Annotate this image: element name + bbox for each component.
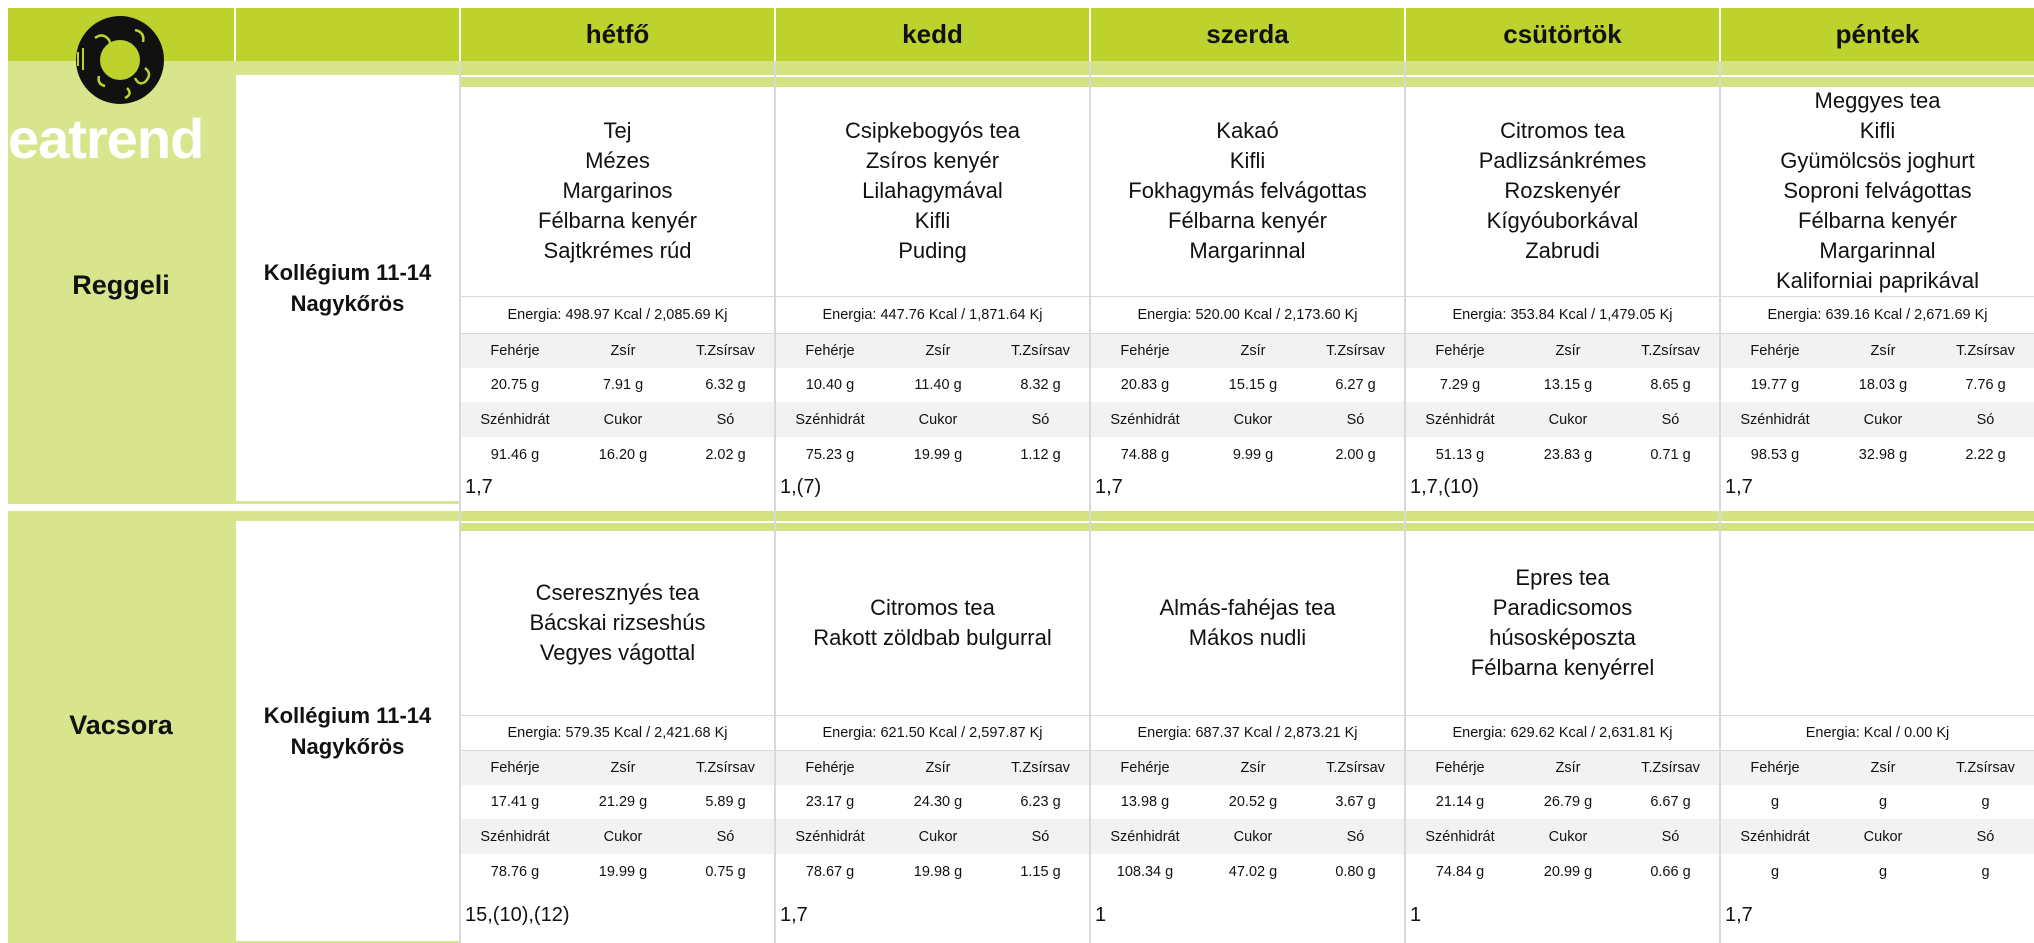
nutrient-value: 7.29 g <box>1406 368 1514 402</box>
nutrient-value: 98.53 g <box>1721 437 1829 473</box>
menu-item: Gyümölcsös joghurt <box>1780 148 1975 173</box>
menu-item: Sajtkrémes rúd <box>543 238 692 263</box>
location-name: Kollégium 11-14 <box>263 260 432 285</box>
energy-value: Energia: 447.76 Kcal / 1,871.64 Kj <box>776 296 1089 333</box>
nutrient-label: Só <box>1622 402 1719 437</box>
section-strip <box>776 77 1089 87</box>
nutrient-label: Cukor <box>884 819 992 854</box>
nutrient-label: Só <box>1307 402 1404 437</box>
row-separator <box>8 504 2034 511</box>
nutrient-label: Só <box>1937 402 2034 437</box>
menu-item: Bácskai rizseshús <box>529 609 706 635</box>
menu-item: Félbarna kenyér <box>538 208 697 233</box>
nutrient-label: T.Zsírsav <box>1937 750 2034 785</box>
menu-items-monday <box>461 531 774 714</box>
menu-item: Padlizsánkrémes <box>1478 148 1647 173</box>
menu-item: Vegyes vágottal <box>539 639 696 665</box>
energy-value: Energia: 687.37 Kcal / 2,873.21 Kj <box>1091 715 1404 750</box>
nutrient-value: 20.99 g <box>1514 854 1622 890</box>
nutrient-label: T.Zsírsav <box>992 750 1089 785</box>
logo-ring-icon <box>65 8 175 118</box>
row-divider <box>461 296 2034 297</box>
nutrient-label: Só <box>677 819 774 854</box>
nutrient-value: g <box>1721 785 1829 819</box>
day-header-thursday: csütörtök <box>1406 8 1721 61</box>
day-header-wednesday: szerda <box>1091 8 1406 61</box>
nutrient-value: 19.98 g <box>884 854 992 890</box>
nutrient-value: 10.40 g <box>776 368 884 402</box>
menu-item: Zsíros kenyér <box>865 148 1000 173</box>
menu-item: Fokhagymás felvágottas <box>1128 178 1367 203</box>
section-strip <box>1406 523 1719 531</box>
nutrient-value: 8.65 g <box>1622 368 1719 402</box>
nutrient-label: Zsír <box>569 750 677 785</box>
nutrient-value: 3.67 g <box>1307 785 1404 819</box>
menu-item: Meggyes tea <box>1814 88 1941 113</box>
nutrient-value: 20.83 g <box>1091 368 1199 402</box>
nutrient-value: 9.99 g <box>1199 437 1307 473</box>
nutrient-label: T.Zsírsav <box>677 750 774 785</box>
nutrient-label: Fehérje <box>1721 333 1829 368</box>
nutrient-value: 11.40 g <box>884 368 992 402</box>
day-header-tuesday: kedd <box>776 8 1091 61</box>
allergen-code: 1,(7) <box>776 473 1089 501</box>
nutrient-value: g <box>1937 785 2034 819</box>
menu-item: Mákos nudli <box>1188 624 1307 650</box>
nutrient-value: 6.27 g <box>1307 368 1404 402</box>
menu-item: Epres tea <box>1515 564 1610 590</box>
energy-value: Energia: 579.35 Kcal / 2,421.68 Kj <box>461 715 774 750</box>
nutrient-value: 6.23 g <box>992 785 1089 819</box>
logo-wordmark: eatrend <box>8 106 204 170</box>
section-strip <box>1091 77 1404 87</box>
nutrient-value: 6.32 g <box>677 368 774 402</box>
menu-item: Margarinos <box>562 178 673 203</box>
menu-items-monday <box>461 87 774 295</box>
nutrient-value: 6.67 g <box>1622 785 1719 819</box>
nutrient-label: T.Zsírsav <box>1622 333 1719 368</box>
nutrient-value: 0.75 g <box>677 854 774 890</box>
section-strip <box>776 523 1089 531</box>
column-divider <box>774 61 776 943</box>
energy-value: Energia: 520.00 Kcal / 2,173.60 Kj <box>1091 296 1404 333</box>
allergen-code: 1,7 <box>461 473 774 501</box>
menu-item: Csipkebogyós tea <box>845 118 1020 143</box>
nutrient-label: T.Zsírsav <box>677 333 774 368</box>
menu-item: Kaliforniai paprikával <box>1776 268 1979 293</box>
section-strip <box>776 61 1089 75</box>
nutrient-label: Só <box>992 819 1089 854</box>
section-strip <box>1721 61 2034 75</box>
nutrient-label: Zsír <box>1199 333 1307 368</box>
nutrient-label: Cukor <box>569 819 677 854</box>
menu-item: Almás-fahéjas tea <box>1159 594 1336 620</box>
column-divider <box>1719 61 1721 943</box>
nutrient-label: Zsír <box>1514 333 1622 368</box>
menu-item: Félbarna kenyér <box>1798 208 1957 233</box>
nutrient-label: Fehérje <box>1091 750 1199 785</box>
nutrient-label: Szénhidrát <box>461 402 569 437</box>
nutrient-label: T.Zsírsav <box>992 333 1089 368</box>
nutrient-label: T.Zsírsav <box>1937 333 2034 368</box>
menu-item: Rozskenyér <box>1504 178 1621 203</box>
nutrient-value: 21.29 g <box>569 785 677 819</box>
menu-item: Félbarna kenyér <box>1168 208 1327 233</box>
menu-items-thursday <box>1406 87 1719 295</box>
section-strip <box>461 523 774 531</box>
nutrient-value: 19.99 g <box>884 437 992 473</box>
nutrient-label: Fehérje <box>1406 750 1514 785</box>
energy-value: Energia: 629.62 Kcal / 2,631.81 Kj <box>1406 715 1719 750</box>
nutrient-value: g <box>1829 854 1937 890</box>
section-strip <box>1091 61 1404 75</box>
nutrient-value: 91.46 g <box>461 437 569 473</box>
location-city: Nagykőrös <box>290 734 405 759</box>
section-strip <box>461 61 774 75</box>
nutrient-label: Cukor <box>1514 819 1622 854</box>
column-divider <box>1404 61 1406 943</box>
menu-items-thursday <box>1406 531 1719 714</box>
menu-items-tuesday <box>776 531 1089 714</box>
menu-item: Lilahagymával <box>862 178 1003 203</box>
nutrient-value: 0.66 g <box>1622 854 1719 890</box>
section-strip <box>776 511 1089 521</box>
nutrient-label: T.Zsírsav <box>1622 750 1719 785</box>
day-header-monday: hétfő <box>461 8 776 61</box>
header-divider-1 <box>234 8 236 61</box>
section-strip <box>1091 511 1404 521</box>
nutrient-label: Só <box>1622 819 1719 854</box>
nutrient-label: T.Zsírsav <box>1307 750 1404 785</box>
menu-item: Félbarna kenyérrel <box>1470 654 1655 680</box>
nutrient-label: Só <box>1307 819 1404 854</box>
nutrient-label: Cukor <box>884 402 992 437</box>
nutrient-label: Szénhidrát <box>1091 402 1199 437</box>
nutrient-label: Fehérje <box>1721 750 1829 785</box>
energy-value: Energia: 353.84 Kcal / 1,479.05 Kj <box>1406 296 1719 333</box>
nutrient-label: T.Zsírsav <box>1307 333 1404 368</box>
section-strip <box>1406 77 1719 87</box>
nutrient-label: Fehérje <box>1406 333 1514 368</box>
energy-value: Energia: 498.97 Kcal / 2,085.69 Kj <box>461 296 774 333</box>
nutrient-label: Cukor <box>1199 819 1307 854</box>
nutrient-value: 0.71 g <box>1622 437 1719 473</box>
menu-item: Paradicsomos <box>1492 594 1633 620</box>
nutrient-value: 2.00 g <box>1307 437 1404 473</box>
nutrient-label: Szénhidrát <box>1406 819 1514 854</box>
nutrient-value: 23.83 g <box>1514 437 1622 473</box>
menu-item: Zabrudi <box>1525 238 1600 263</box>
nutrient-value: 17.41 g <box>461 785 569 819</box>
nutrient-value: 78.67 g <box>776 854 884 890</box>
nutrient-label: Fehérje <box>776 750 884 785</box>
energy-value: Energia: 621.50 Kcal / 2,597.87 Kj <box>776 715 1089 750</box>
nutrient-value: 51.13 g <box>1406 437 1514 473</box>
nutrient-value: 13.98 g <box>1091 785 1199 819</box>
nutrient-value: 75.23 g <box>776 437 884 473</box>
nutrient-value: 8.32 g <box>992 368 1089 402</box>
nutrient-value: 7.76 g <box>1937 368 2034 402</box>
menu-item: húsosképoszta <box>1489 624 1636 650</box>
nutrient-label: Szénhidrát <box>1091 819 1199 854</box>
nutrient-label: Fehérje <box>461 750 569 785</box>
location-name: Kollégium 11-14 <box>263 703 432 728</box>
nutrient-value: 20.75 g <box>461 368 569 402</box>
nutrient-value: 2.22 g <box>1937 437 2034 473</box>
nutrient-value: 15.15 g <box>1199 368 1307 402</box>
nutrient-label: Fehérje <box>1091 333 1199 368</box>
menu-item: Soproni felvágottas <box>1783 178 1972 203</box>
nutrient-label: Szénhidrát <box>1721 402 1829 437</box>
allergen-code: 1,7,(10) <box>1406 473 1719 501</box>
nutrient-label: Zsír <box>1829 750 1937 785</box>
nutrient-value: 5.89 g <box>677 785 774 819</box>
nutrient-value: 18.03 g <box>1829 368 1937 402</box>
nutrient-value: g <box>1721 854 1829 890</box>
menu-items-wednesday <box>1091 531 1404 714</box>
section-strip <box>1721 511 2034 521</box>
nutrient-value: 1.15 g <box>992 854 1089 890</box>
meal-label-breakfast: Reggeli <box>72 269 170 300</box>
nutrient-value: 74.84 g <box>1406 854 1514 890</box>
nutrient-label: Zsír <box>884 750 992 785</box>
nutrient-value: 47.02 g <box>1199 854 1307 890</box>
nutrient-value: 23.17 g <box>776 785 884 819</box>
nutrient-value: 7.91 g <box>569 368 677 402</box>
nutrient-label: Cukor <box>1829 819 1937 854</box>
nutrient-label: Só <box>1937 819 2034 854</box>
nutrient-label: Fehérje <box>776 333 884 368</box>
nutrient-value: 108.34 g <box>1091 854 1199 890</box>
nutrient-label: Cukor <box>1199 402 1307 437</box>
menu-items-friday <box>1721 531 2034 714</box>
menu-item: Puding <box>898 238 967 263</box>
location-breakfast <box>236 75 459 501</box>
allergen-code: 15,(10),(12) <box>461 890 774 941</box>
meal-column <box>8 61 234 943</box>
nutrient-label: Szénhidrát <box>776 819 884 854</box>
nutrient-label: Zsír <box>1829 333 1937 368</box>
menu-item: Kifli <box>1859 118 1896 143</box>
nutrient-value: 20.52 g <box>1199 785 1307 819</box>
nutrient-label: Só <box>992 402 1089 437</box>
menu-items-tuesday <box>776 87 1089 295</box>
nutrient-label: Cukor <box>1514 402 1622 437</box>
menu-item: Kifli <box>1229 148 1266 173</box>
nutrient-value: 24.30 g <box>884 785 992 819</box>
location-city: Nagykőrös <box>290 291 405 316</box>
menu-item: Tej <box>603 118 632 143</box>
menu-item: Citromos tea <box>1500 118 1625 143</box>
row-divider <box>461 715 2034 716</box>
nutrient-label: Szénhidrát <box>1721 819 1829 854</box>
nutrient-label: Zsír <box>884 333 992 368</box>
section-strip <box>1721 523 2034 531</box>
menu-item: Mézes <box>585 148 650 173</box>
logo <box>8 8 234 170</box>
day-header-friday: péntek <box>1835 19 1920 49</box>
nutrient-label: Szénhidrát <box>776 402 884 437</box>
section-strip <box>1091 523 1404 531</box>
nutrient-value: 74.88 g <box>1091 437 1199 473</box>
row-divider <box>461 750 2034 751</box>
menu-item: Margarinnal <box>1819 238 1936 263</box>
nutrient-value: 2.02 g <box>677 437 774 473</box>
location-dinner <box>236 521 459 941</box>
menu-item: Cseresznyés tea <box>535 579 700 605</box>
energy-value: Energia: Kcal / 0.00 Kj <box>1721 715 2034 750</box>
nutrient-value: 19.77 g <box>1721 368 1829 402</box>
menu-item: Margarinnal <box>1189 238 1306 263</box>
menu-item: Rakott zöldbab bulgurral <box>813 624 1052 650</box>
column-divider <box>459 61 461 943</box>
allergen-code: 1,7 <box>1091 473 1404 501</box>
allergen-code: 1,7 <box>1721 890 2034 941</box>
menu-items-wednesday <box>1091 87 1404 295</box>
section-strip <box>461 511 774 521</box>
meal-label-dinner: Vacsora <box>69 709 173 740</box>
nutrient-label: Zsír <box>1199 750 1307 785</box>
allergen-code: 1,7 <box>776 890 1089 941</box>
nutrient-label: Szénhidrát <box>461 819 569 854</box>
nutrient-label: Só <box>677 402 774 437</box>
nutrient-value: 21.14 g <box>1406 785 1514 819</box>
nutrient-value: 13.15 g <box>1514 368 1622 402</box>
nutrient-label: Cukor <box>1829 402 1937 437</box>
allergen-code: 1 <box>1406 890 1719 941</box>
nutrient-label: Zsír <box>1514 750 1622 785</box>
column-divider <box>1089 61 1091 943</box>
row-divider <box>461 333 2034 334</box>
nutrient-value: 19.99 g <box>569 854 677 890</box>
allergen-code: 1 <box>1091 890 1404 941</box>
nutrient-value: 1.12 g <box>992 437 1089 473</box>
menu-item: Citromos tea <box>870 594 995 620</box>
nutrient-value: g <box>1937 854 2034 890</box>
nutrient-value: 16.20 g <box>569 437 677 473</box>
nutrient-label: Fehérje <box>461 333 569 368</box>
section-strip <box>1406 61 1719 75</box>
nutrient-label: Zsír <box>569 333 677 368</box>
nutrient-value: 26.79 g <box>1514 785 1622 819</box>
nutrient-value: g <box>1829 785 1937 819</box>
menu-items-friday <box>1721 87 2034 295</box>
menu-item: Kakaó <box>1216 118 1279 143</box>
nutrient-value: 32.98 g <box>1829 437 1937 473</box>
nutrient-label: Szénhidrát <box>1406 402 1514 437</box>
section-strip <box>1406 511 1719 521</box>
nutrient-value: 0.80 g <box>1307 854 1404 890</box>
energy-value: Energia: 639.16 Kcal / 2,671.69 Kj <box>1721 296 2034 333</box>
section-strip <box>461 77 774 87</box>
nutrient-label: Cukor <box>569 402 677 437</box>
menu-item: Kifli <box>914 208 951 233</box>
allergen-code: 1,7 <box>1721 473 2034 501</box>
nutrient-value: 78.76 g <box>461 854 569 890</box>
menu-item: Kígyóuborkával <box>1486 208 1639 233</box>
